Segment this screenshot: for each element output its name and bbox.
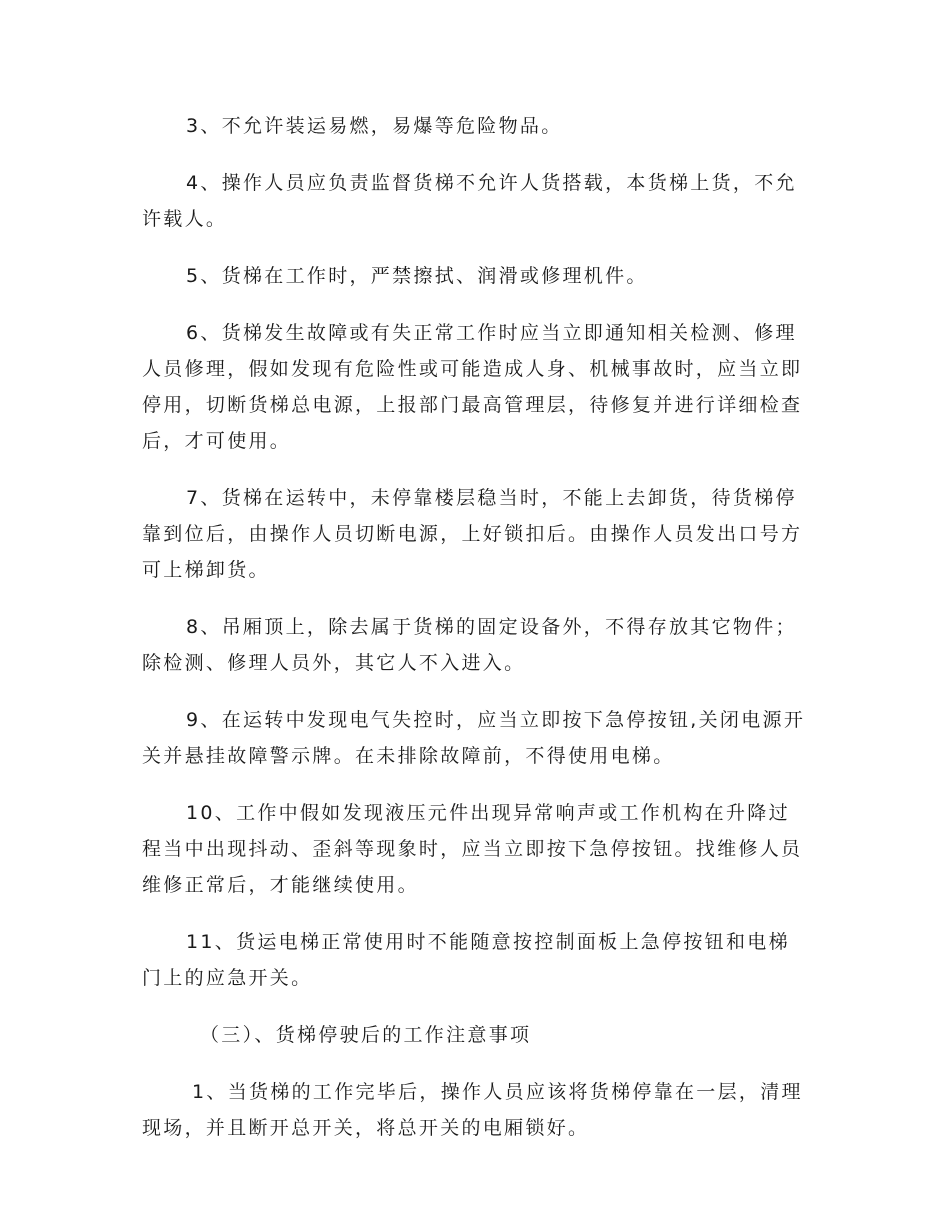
paragraph-item-6: 6、货梯发生故障或有失正常工作时应当立即通知相关检测、修理人员修理，假如发现有危险性或可能造成人身、机械事故时，应当立即停用，切断货梯总电源，上报部门最高管理层，待修复并进行详细检查后，才可使用。 <box>142 322 803 452</box>
paragraph-item-5: 5、货梯在工作时，严禁擦拭、润滑或修理机件。 <box>186 265 648 287</box>
paragraph-item-8: 8、吊厢顶上，除去属于货梯的固定设备外，不得存放其它物件；除检测、修理人员外，其它人不入进入。 <box>142 616 797 674</box>
paragraph-item-4: 4、操作人员应负责监督货梯不允许人货搭载，本货梯上货，不允许载人。 <box>142 172 797 230</box>
section-heading: （三）、货梯停驶后的工作注意事项 <box>200 1024 532 1046</box>
paragraph-item-11: 11、货运电梯正常使用时不能随意按控制面板上急停按钮和电梯门上的应急开关。 <box>142 931 790 989</box>
document-body <box>142 108 806 1167</box>
paragraph-item-3: 3、不允许装运易燃，易爆等危险物品。 <box>186 115 563 137</box>
paragraph-item-7: 7、货梯在运转中，未停靠楼层稳当时，不能上去卸货，待货梯停靠到位后，由操作人员切断电源，上好锁扣后。由操作人员发出口号方可上梯卸货。 <box>142 487 803 581</box>
paragraph-item-9: 9、在运转中发现电气失控时，应当立即按下急停按钮,关闭电源开关并悬挂故障警示牌。在未排除故障前，不得使用电梯。 <box>142 709 806 767</box>
section-paragraph-1: 1、当货梯的工作完毕后，操作人员应该将货梯停靠在一层，清理现场，并且断开总开关，将总开关的电厢锁好。 <box>142 1081 803 1139</box>
paragraph-item-10: 10、工作中假如发现液压元件出现异常响声或工作机构在升降过程当中出现抖动、歪斜等现象时，应当立即按下急停按钮。找维修人员维修正常后，才能继续使用。 <box>142 802 803 896</box>
